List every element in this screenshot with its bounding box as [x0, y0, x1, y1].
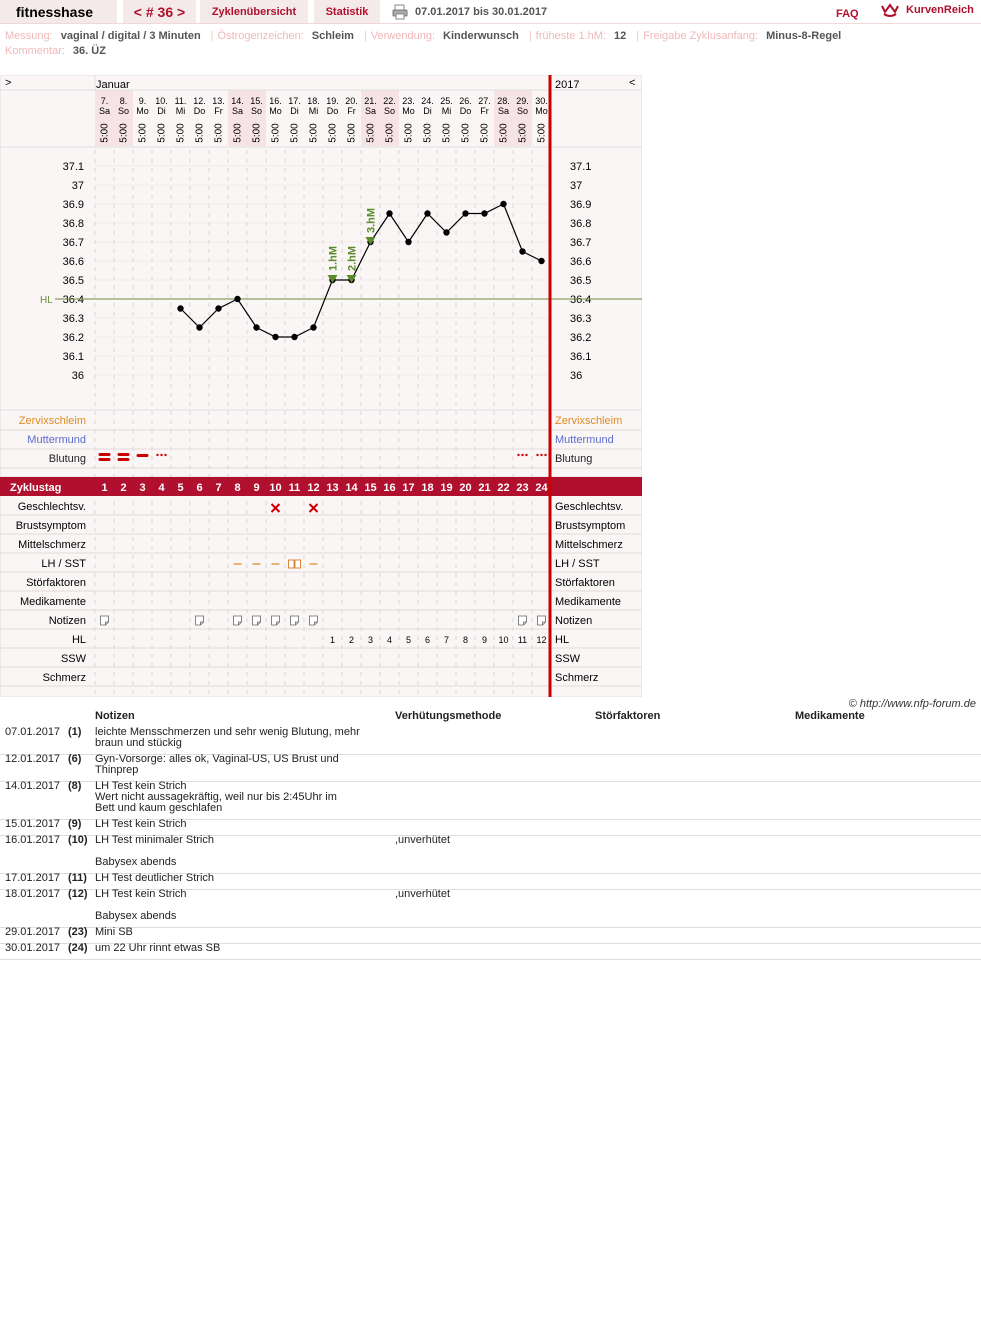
day-date: 21. [364, 96, 377, 106]
day-time: 5:00 [232, 123, 244, 143]
day-weekday: Mo [269, 106, 282, 116]
cycle-nav[interactable]: < # 36 > [123, 0, 196, 24]
note-date: 17.01.2017 [5, 872, 61, 884]
temperature-point [443, 229, 449, 235]
cycle-day-number: 18 [421, 482, 434, 494]
cycle-day-number: 21 [478, 482, 491, 494]
cycle-day-number: 3 [139, 482, 146, 494]
meta-label: Kommentar: [5, 45, 65, 57]
day-weekday: Sa [497, 106, 510, 116]
day-weekday: Mi [175, 106, 186, 116]
row-label-bottom: LH / SST [41, 558, 86, 570]
temp-tick-left: 36.5 [62, 275, 84, 287]
day-weekday: So [117, 106, 130, 116]
printer-icon[interactable] [392, 4, 408, 20]
notes-row [0, 835, 981, 874]
temp-tick-right: 36.6 [570, 256, 592, 268]
bleeding-light-dot [156, 454, 158, 456]
day-weekday: Di [423, 106, 432, 116]
temp-tick-right: 36.1 [570, 351, 592, 363]
hm-marker-label: 1.hM [327, 245, 340, 271]
note-icon [291, 616, 299, 625]
note-cycle-day: (6) [68, 753, 82, 765]
day-date: 15. [250, 96, 263, 106]
bleeding-light-dot [160, 454, 162, 456]
row-label-bottom: Geschlechtsv. [17, 501, 86, 513]
temperature-point [405, 239, 411, 245]
temperature-point [177, 305, 183, 311]
hl-count: 3 [367, 635, 374, 645]
note-icon [101, 616, 109, 625]
day-weekday: Mo [136, 106, 149, 116]
cycle-day-number: 6 [196, 482, 203, 494]
note-text: Mini SB [95, 926, 133, 938]
temperature-point [462, 210, 468, 216]
cycle-day-number: 14 [345, 482, 358, 494]
note-cycle-day: (11) [68, 872, 87, 884]
date-range: 07.01.2017 bis 30.01.2017 [415, 6, 548, 18]
day-time: 5:00 [156, 123, 168, 143]
note-icon [234, 616, 242, 625]
day-date: 7. [100, 96, 109, 106]
temperature-point [215, 305, 221, 311]
day-date: 16. [269, 96, 282, 106]
kurvenreich-logo-icon [880, 2, 900, 18]
cycle-day-number: 10 [269, 482, 282, 494]
note-date: 18.01.2017 [5, 888, 61, 900]
meta-separator: | [528, 30, 532, 42]
notes-header: Verhütungsmethode [395, 710, 502, 722]
temp-tick-left: 37.1 [62, 161, 84, 173]
meta-separator: | [210, 30, 214, 42]
day-date: 17. [288, 96, 301, 106]
meta-value: 12 [614, 30, 627, 42]
day-date: 14. [231, 96, 244, 106]
row-label-bottom: Notizen [48, 615, 86, 627]
day-date: 26. [459, 96, 472, 106]
temp-tick-right: 37.1 [570, 161, 592, 173]
note-cycle-day: (24) [68, 942, 88, 954]
row-label-muttermund: Muttermund [27, 434, 86, 446]
hl-count: 4 [386, 635, 393, 645]
row-label-bottom-right: Schmerz [555, 672, 599, 684]
day-weekday: Sa [364, 106, 377, 116]
note-text: leichte Mensschmerzen und sehr wenig Blutung, mehr braun und stückig [95, 726, 360, 749]
hm-marker-label: 3.hM [365, 207, 378, 233]
day-date: 24. [421, 96, 434, 106]
cycle-chart [0, 75, 642, 697]
temp-tick-left: 36.2 [62, 332, 84, 344]
temperature-point [481, 210, 487, 216]
bleeding-normal-mark [137, 454, 149, 457]
note-date: 14.01.2017 [5, 780, 61, 792]
day-date: 30. [535, 96, 548, 106]
day-date: 12. [193, 96, 206, 106]
meta-row-1 [5, 29, 847, 43]
bleeding-strong-mark [99, 453, 111, 456]
note-icon [538, 616, 546, 625]
day-time: 5:00 [251, 123, 263, 143]
cycle-day-number: 12 [307, 482, 320, 494]
note-date: 29.01.2017 [5, 926, 61, 938]
bleeding-strong-mark [99, 458, 111, 461]
cycle-day-number: 16 [383, 482, 396, 494]
note-icon [253, 616, 261, 625]
day-time: 5:00 [517, 123, 529, 143]
row-label-bottom: SSW [60, 653, 86, 665]
day-time: 5:00 [270, 123, 282, 143]
bleeding-light-dot [540, 454, 542, 456]
meta-value: Kinderwunsch [443, 30, 519, 42]
day-weekday: Sa [231, 106, 244, 116]
day-time: 5:00 [460, 123, 472, 143]
zyklustag-label: Zyklustag [10, 482, 62, 494]
day-weekday: So [383, 106, 396, 116]
hl-count: 8 [462, 635, 469, 645]
day-weekday: Fr [347, 106, 356, 116]
temp-tick-right: 36.8 [570, 218, 592, 230]
cycle-day-number: 1 [101, 482, 108, 494]
cycle-day-number: 17 [402, 482, 415, 494]
temp-tick-left: 36.8 [62, 218, 84, 230]
temp-tick-right: 36.9 [570, 199, 592, 211]
notes-row [0, 781, 981, 820]
temperature-point [272, 334, 278, 340]
hl-count: 7 [443, 635, 450, 645]
day-time: 5:00 [441, 123, 453, 143]
cycle-day-number: 2 [120, 482, 127, 494]
meta-label: Östrogenzeichen: [217, 30, 304, 42]
hl-count: 2 [348, 635, 355, 645]
day-time: 5:00 [422, 123, 434, 143]
day-date: 8. [119, 96, 128, 106]
meta-row-2 [5, 44, 112, 58]
row-label-bottom: Brustsymptom [15, 520, 86, 532]
day-time: 5:00 [327, 123, 339, 143]
day-time: 5:00 [403, 123, 415, 143]
day-date: 11. [174, 96, 187, 106]
temp-tick-left: 37 [71, 180, 84, 192]
notes-row [0, 943, 981, 960]
temperature-point [196, 324, 202, 330]
day-time: 5:00 [498, 123, 510, 143]
temperature-point [386, 210, 392, 216]
day-time: 5:00 [137, 123, 149, 143]
row-label-bottom-right: Störfaktoren [555, 577, 615, 589]
temp-tick-left: 36.1 [62, 351, 84, 363]
row-label-bottom-right: Geschlechtsv. [555, 501, 624, 513]
row-label-bottom-right: Medikamente [555, 596, 622, 608]
note-icon [196, 616, 204, 625]
cycle-day-number: 11 [288, 482, 301, 494]
temperature-point [310, 324, 316, 330]
note-date: 30.01.2017 [5, 942, 61, 954]
month-label: Januar [96, 79, 130, 91]
bleeding-light-dot [517, 454, 519, 456]
cycle-day-number: 5 [177, 482, 184, 494]
temp-tick-right: 36.3 [570, 313, 592, 325]
hl-label: HL [40, 295, 53, 306]
hl-count: 12 [536, 635, 547, 645]
cycle-day-number: 20 [459, 482, 472, 494]
meta-value: vaginal / digital / 3 Minuten [60, 30, 201, 42]
note-icon [272, 616, 280, 625]
meta-value: 36. ÜZ [72, 45, 106, 57]
day-time: 5:00 [346, 123, 358, 143]
hl-count: 11 [517, 635, 528, 645]
cycle-day-number: 13 [326, 482, 339, 494]
day-weekday: Mo [402, 106, 415, 116]
hm-marker-label: 2.hM [346, 245, 359, 271]
day-time: 5:00 [479, 123, 491, 143]
cycle-day-number: 8 [234, 482, 241, 494]
notes-header: Störfaktoren [595, 710, 661, 722]
note-cycle-day: (12) [68, 888, 88, 900]
bleeding-strong-mark [118, 453, 130, 456]
day-date: 19. [326, 96, 339, 106]
temp-tick-right: 36 [570, 370, 583, 382]
day-time: 5:00 [536, 123, 548, 143]
day-date: 28. [497, 96, 510, 106]
temp-tick-left: 36.9 [62, 199, 84, 211]
note-method: ,unverhütet [395, 834, 451, 846]
day-time: 5:00 [289, 123, 301, 143]
notes-header: Medikamente [795, 710, 865, 722]
temp-tick-right: 36.2 [570, 332, 592, 344]
bleeding-light-dot [544, 454, 546, 456]
note-cycle-day: (8) [68, 780, 82, 792]
row-label-bottom: Mittelschmerz [18, 539, 86, 551]
row-label-bottom-right: Notizen [555, 615, 593, 627]
day-time: 5:00 [308, 123, 320, 143]
note-text: LH Test kein Strich Babysex abends [95, 888, 187, 922]
note-date: 07.01.2017 [5, 726, 61, 738]
brand-logo[interactable] [880, 0, 974, 20]
nav-prev-button[interactable]: > [5, 77, 12, 89]
note-text: LH Test kein Strich Wert nicht aussagekräftig, weil nur bis 2:45Uhr im Bett und kaum geschlafen [95, 780, 337, 814]
day-weekday: Do [326, 106, 339, 116]
note-cycle-day: (23) [68, 926, 88, 938]
temperature-point [519, 248, 525, 254]
temperature-point [253, 324, 259, 330]
temperature-point [234, 296, 240, 302]
cycle-day-number: 15 [364, 482, 377, 494]
hl-count: 5 [405, 635, 412, 645]
day-date: 23. [402, 96, 415, 106]
note-cycle-day: (9) [68, 818, 82, 830]
cycle-day-number: 23 [516, 482, 529, 494]
cycle-day-number: 22 [497, 482, 510, 494]
row-label-right-zervix: Zervixschleim [555, 415, 623, 427]
note-date: 16.01.2017 [5, 834, 61, 846]
note-icon [310, 616, 318, 625]
temp-tick-left: 36 [71, 370, 84, 382]
row-label-bottom: HL [71, 634, 86, 646]
day-date: 27. [478, 96, 491, 106]
temp-tick-right: 36.5 [570, 275, 592, 287]
meta-label: Verwendung: [370, 30, 436, 42]
meta-value: Schleim [311, 30, 354, 42]
temp-tick-right: 37 [570, 180, 583, 192]
day-date: 9. [138, 96, 147, 106]
day-date: 13. [212, 96, 225, 106]
bleeding-strong-mark [118, 458, 130, 461]
day-weekday: Mo [535, 106, 548, 116]
temp-tick-left: 36.4 [62, 294, 84, 306]
row-label-bottom: Medikamente [19, 596, 86, 608]
note-date: 15.01.2017 [5, 818, 61, 830]
day-date: 25. [440, 96, 453, 106]
day-weekday: Fr [480, 106, 489, 116]
tab-zyklenuebersicht[interactable]: Zyklenübersicht [200, 0, 308, 24]
day-date: 10. [155, 96, 168, 106]
note-text: um 22 Uhr rinnt etwas SB [95, 942, 221, 954]
row-label-bottom-right: Brustsymptom [555, 520, 626, 532]
row-label-zervix: Zervixschleim [18, 415, 86, 427]
meta-value: Minus-8-Regel [766, 30, 842, 42]
temp-tick-left: 36.6 [62, 256, 84, 268]
cycle-day-number: 4 [158, 482, 165, 494]
note-text: LH Test kein Strich [95, 818, 187, 830]
hl-count: 9 [481, 635, 488, 645]
notes-header: Notizen [95, 710, 135, 722]
day-date: 29. [516, 96, 529, 106]
day-weekday: Fr [214, 106, 223, 116]
meta-label: Freigabe Zyklusanfang: [643, 30, 759, 42]
day-date: 22. [383, 96, 396, 106]
notes-row [0, 889, 981, 928]
row-label-bottom: Schmerz [42, 672, 86, 684]
cycle-day-number: 19 [440, 482, 453, 494]
bleeding-light-dot [525, 454, 527, 456]
day-weekday: So [250, 106, 263, 116]
day-weekday: Do [193, 106, 206, 116]
meta-separator: | [636, 30, 640, 42]
cycle-day-number: 24 [535, 482, 548, 494]
day-time: 5:00 [118, 123, 130, 143]
row-label-bottom-right: SSW [555, 653, 581, 665]
row-label-right-blutung: Blutung [555, 453, 593, 465]
notes-row [0, 727, 981, 755]
cycle-day-number: 9 [253, 482, 260, 494]
day-time: 5:00 [194, 123, 206, 143]
copyright: © http://www.nfp-forum.de [848, 698, 976, 710]
bleeding-light-dot [164, 454, 166, 456]
temp-tick-right: 36.7 [570, 237, 592, 249]
meta-separator: | [363, 30, 367, 42]
brand-name: KurvenReich [906, 4, 974, 16]
year-label: 2017 [555, 79, 580, 91]
bleeding-light-dot [536, 454, 538, 456]
meta-label: Messung: [5, 30, 53, 42]
notes-row [0, 754, 981, 782]
row-label-bottom: Störfaktoren [26, 577, 86, 589]
temp-tick-left: 36.7 [62, 237, 84, 249]
day-date: 20. [345, 96, 358, 106]
day-weekday: Di [157, 106, 166, 116]
top-bar [0, 0, 981, 24]
row-label-bottom-right: LH / SST [555, 558, 600, 570]
note-cycle-day: (1) [68, 726, 82, 738]
hl-count: 1 [329, 635, 336, 645]
meta-label: früheste 1.hM: [535, 30, 606, 42]
day-weekday: So [516, 106, 529, 116]
day-time: 5:00 [384, 123, 396, 143]
note-method: ,unverhütet [395, 888, 451, 900]
row-label-blutung: Blutung [48, 453, 86, 465]
top-divider [0, 23, 981, 24]
day-time: 5:00 [213, 123, 225, 143]
faq-link[interactable]: FAQ [836, 8, 859, 20]
temperature-point [424, 210, 430, 216]
bleeding-light-dot [521, 454, 523, 456]
hl-count: 6 [424, 635, 431, 645]
temp-tick-left: 36.3 [62, 313, 84, 325]
row-label-bottom-right: Mittelschmerz [555, 539, 623, 551]
day-weekday: Sa [98, 106, 111, 116]
lh-test-line [294, 560, 296, 568]
day-time: 5:00 [99, 123, 111, 143]
chart-background [0, 75, 642, 697]
username: fitnesshase [0, 0, 117, 24]
temperature-point [500, 201, 506, 207]
day-weekday: Mi [308, 106, 319, 116]
note-text: Gyn-Vorsorge: alles ok, Vaginal-US, US Brust und Thinprep [95, 753, 339, 776]
row-label-bottom-right: HL [555, 634, 570, 646]
row-label-right-muttermund: Muttermund [555, 434, 614, 446]
day-time: 5:00 [175, 123, 187, 143]
tab-statistik[interactable]: Statistik [314, 0, 380, 24]
temperature-point [291, 334, 297, 340]
note-cycle-day: (10) [68, 834, 88, 846]
day-time: 5:00 [365, 123, 377, 143]
day-weekday: Di [290, 106, 299, 116]
day-weekday: Mi [441, 106, 452, 116]
note-icon [519, 616, 527, 625]
temperature-point [538, 258, 544, 264]
nav-next-button[interactable]: < [629, 77, 636, 89]
note-text: LH Test deutlicher Strich [95, 872, 215, 884]
day-date: 18. [307, 96, 320, 106]
temp-tick-right: 36.4 [570, 294, 592, 306]
day-weekday: Do [459, 106, 472, 116]
note-date: 12.01.2017 [5, 753, 61, 765]
note-text: LH Test minimaler Strich Babysex abends [95, 834, 214, 868]
cycle-day-number: 7 [215, 482, 222, 494]
hl-count: 10 [498, 635, 509, 645]
